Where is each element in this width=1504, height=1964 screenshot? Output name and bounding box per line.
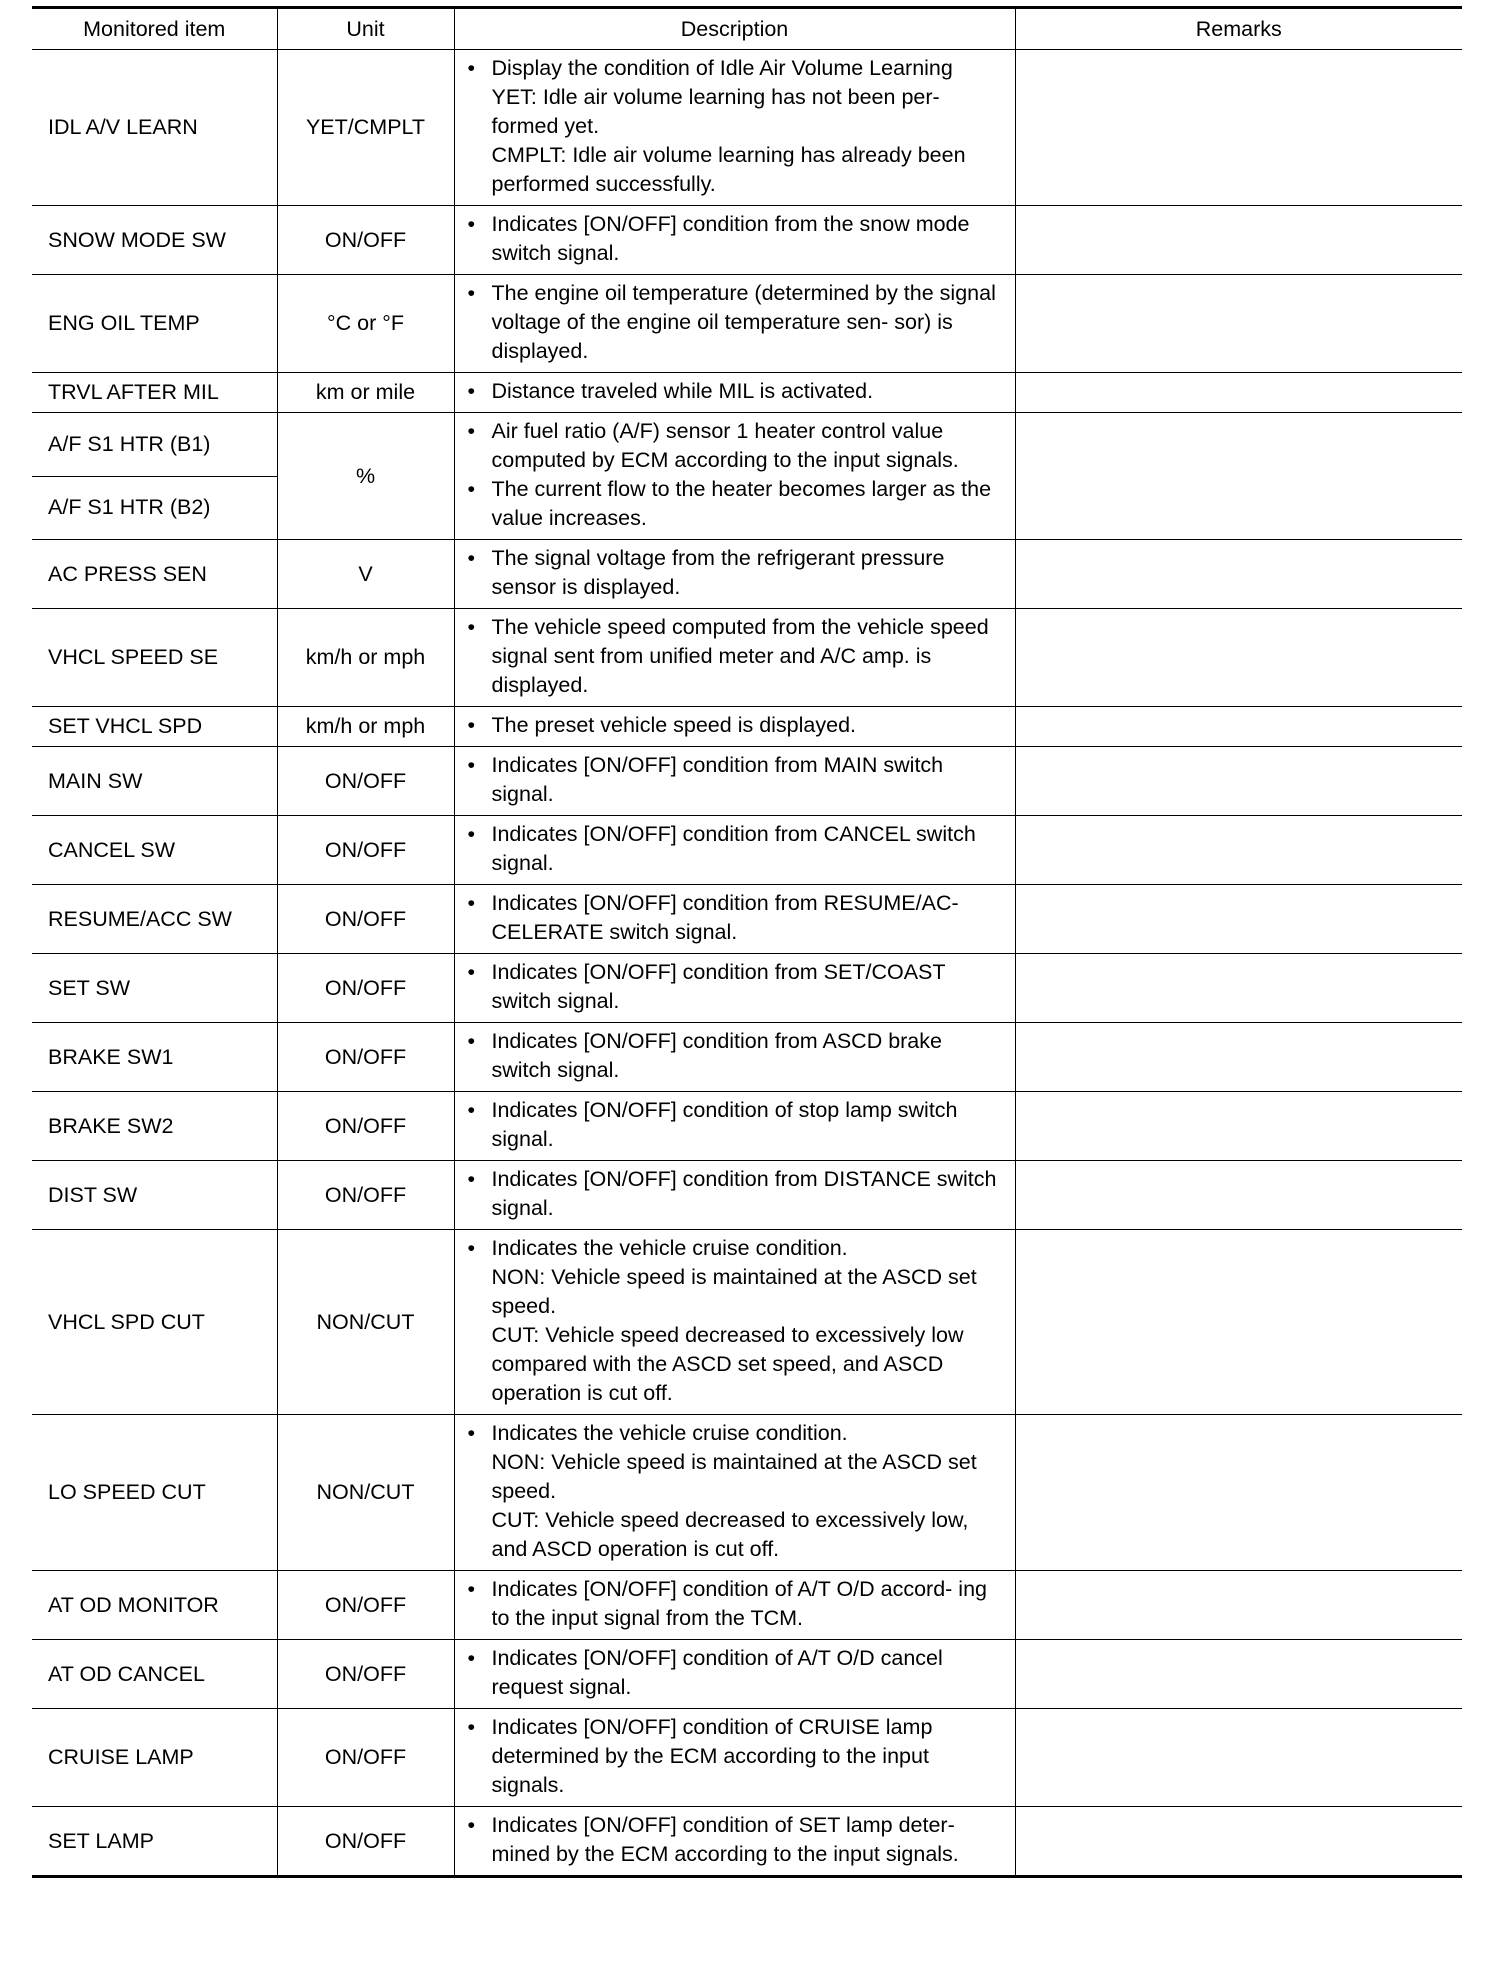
table-row bbox=[32, 954, 1462, 1023]
bullet-text: Indicates [ON/OFF] condition from ASCD brake switch signal. bbox=[491, 1029, 942, 1082]
bullet-text: Display the condition of Idle Air Volume Learning bbox=[491, 56, 953, 80]
remarks-cell bbox=[1015, 1807, 1462, 1877]
bullet-text: The engine oil temperature (determined by the signal voltage of the engine oil temperature sen- sor) is displayed. bbox=[491, 281, 996, 363]
status-note: CUT: Vehicle speed decreased to excessively low compared with the ASCD set speed, and ASCD operation is cut off. bbox=[491, 1323, 964, 1405]
header-description: Description bbox=[454, 8, 1015, 50]
unit-cell: NON/CUT bbox=[277, 1415, 454, 1571]
header-row bbox=[32, 8, 1462, 50]
bullet-icon: • bbox=[467, 1029, 476, 1053]
monitored-item-cell: MAIN SW bbox=[32, 747, 277, 816]
table-row bbox=[32, 1230, 1462, 1415]
header-unit: Unit bbox=[277, 8, 454, 50]
remarks-cell bbox=[1015, 707, 1462, 747]
remarks-cell bbox=[1015, 50, 1462, 206]
table-row bbox=[32, 1023, 1462, 1092]
unit-cell: ON/OFF bbox=[277, 1571, 454, 1640]
bullet-text: The signal voltage from the refrigerant pressure sensor is displayed. bbox=[491, 546, 945, 599]
bullet-item bbox=[468, 54, 1007, 83]
unit-cell: ON/OFF bbox=[277, 816, 454, 885]
remarks-cell bbox=[1015, 1230, 1462, 1415]
bullet-item bbox=[468, 279, 1007, 366]
bullet-item bbox=[468, 1027, 1007, 1085]
unit-cell: ON/OFF bbox=[277, 1092, 454, 1161]
remarks-cell bbox=[1015, 1709, 1462, 1807]
table-row bbox=[32, 707, 1462, 747]
monitored-item-cell: BRAKE SW2 bbox=[32, 1092, 277, 1161]
description-cell bbox=[454, 1230, 1015, 1415]
bullet-icon: • bbox=[467, 56, 476, 80]
table-row bbox=[32, 1415, 1462, 1571]
bullet-text: Indicates [ON/OFF] condition from CANCEL switch signal. bbox=[491, 822, 976, 875]
bullet-text: Indicates [ON/OFF] condition of A/T O/D cancel request signal. bbox=[491, 1646, 943, 1699]
bullet-icon: • bbox=[467, 281, 476, 305]
description-cell bbox=[454, 1640, 1015, 1709]
remarks-cell bbox=[1015, 747, 1462, 816]
remarks-cell bbox=[1015, 954, 1462, 1023]
bullet-icon: • bbox=[467, 1577, 476, 1601]
table-row bbox=[32, 816, 1462, 885]
remarks-cell bbox=[1015, 540, 1462, 609]
monitored-item-cell: SET VHCL SPD bbox=[32, 707, 277, 747]
bullet-text: Indicates [ON/OFF] condition from MAIN switch signal. bbox=[491, 753, 944, 806]
unit-cell: ON/OFF bbox=[277, 1709, 454, 1807]
bullet-text: The vehicle speed computed from the vehicle speed signal sent from unified meter and A/C amp. is displayed. bbox=[491, 615, 989, 697]
monitored-item-cell: AT OD CANCEL bbox=[32, 1640, 277, 1709]
monitored-item-cell: LO SPEED CUT bbox=[32, 1415, 277, 1571]
bullet-text: The preset vehicle speed is displayed. bbox=[491, 713, 857, 737]
table-row bbox=[32, 747, 1462, 816]
unit-cell: °C or °F bbox=[277, 275, 454, 373]
table-row bbox=[32, 540, 1462, 609]
bullet-icon: • bbox=[467, 477, 476, 501]
description-cell bbox=[454, 1415, 1015, 1571]
monitored-item-cell: DIST SW bbox=[32, 1161, 277, 1230]
bullet-item bbox=[468, 613, 1007, 700]
bullet-text: Indicates [ON/OFF] condition of stop lamp switch signal. bbox=[491, 1098, 958, 1151]
bullet-icon: • bbox=[467, 960, 476, 984]
description-cell bbox=[454, 50, 1015, 206]
table-row bbox=[32, 50, 1462, 206]
bullet-item bbox=[468, 1419, 1007, 1448]
bullet-text: Indicates [ON/OFF] condition from SET/COAST switch signal. bbox=[491, 960, 946, 1013]
bullet-text: Indicates the vehicle cruise condition. bbox=[491, 1236, 848, 1260]
unit-cell: V bbox=[277, 540, 454, 609]
bullet-item bbox=[468, 1575, 1007, 1633]
bullet-text: The current flow to the heater becomes larger as the value increases. bbox=[491, 477, 992, 530]
bullet-icon: • bbox=[467, 1715, 476, 1739]
description-cell bbox=[454, 1709, 1015, 1807]
remarks-cell bbox=[1015, 1092, 1462, 1161]
bullet-item bbox=[468, 751, 1007, 809]
header-monitored-item: Monitored item bbox=[32, 8, 277, 50]
description-cell bbox=[454, 816, 1015, 885]
description-cell bbox=[454, 413, 1015, 540]
remarks-cell bbox=[1015, 1161, 1462, 1230]
monitored-item-cell: SET LAMP bbox=[32, 1807, 277, 1877]
table-row bbox=[32, 373, 1462, 413]
description-cell bbox=[454, 1571, 1015, 1640]
bullet-text: Indicates [ON/OFF] condition from the snow mode switch signal. bbox=[491, 212, 970, 265]
remarks-cell bbox=[1015, 1415, 1462, 1571]
unit-cell: ON/OFF bbox=[277, 1640, 454, 1709]
table-row bbox=[32, 1161, 1462, 1230]
monitored-item-cell: CRUISE LAMP bbox=[32, 1709, 277, 1807]
bullet-icon: • bbox=[467, 1421, 476, 1445]
remarks-cell bbox=[1015, 1023, 1462, 1092]
remarks-cell bbox=[1015, 885, 1462, 954]
description-cell bbox=[454, 1161, 1015, 1230]
unit-cell: % bbox=[277, 413, 454, 540]
monitored-item-cell: AT OD MONITOR bbox=[32, 1571, 277, 1640]
table-row bbox=[32, 206, 1462, 275]
bullet-icon: • bbox=[467, 419, 476, 443]
bullet-text: Distance traveled while MIL is activated. bbox=[491, 379, 874, 403]
monitored-item-cell: BRAKE SW1 bbox=[32, 1023, 277, 1092]
remarks-cell bbox=[1015, 1640, 1462, 1709]
remarks-cell bbox=[1015, 275, 1462, 373]
bullet-item bbox=[468, 417, 1007, 475]
unit-cell: ON/OFF bbox=[277, 206, 454, 275]
monitored-item-cell: VHCL SPEED SE bbox=[32, 609, 277, 707]
table-row bbox=[32, 1709, 1462, 1807]
remarks-cell bbox=[1015, 816, 1462, 885]
unit-cell: ON/OFF bbox=[277, 1023, 454, 1092]
status-note: CMPLT: Idle air volume learning has already been performed successfully. bbox=[491, 143, 966, 196]
description-cell bbox=[454, 540, 1015, 609]
description-cell bbox=[454, 954, 1015, 1023]
bullet-item bbox=[468, 889, 1007, 947]
unit-cell: km or mile bbox=[277, 373, 454, 413]
description-cell bbox=[454, 1092, 1015, 1161]
bullet-item bbox=[468, 1713, 1007, 1800]
description-cell bbox=[454, 747, 1015, 816]
bullet-icon: • bbox=[467, 1167, 476, 1191]
bullet-icon: • bbox=[467, 713, 476, 737]
bullet-item bbox=[468, 1234, 1007, 1263]
bullet-text: Indicates [ON/OFF] condition of CRUISE lamp determined by the ECM according to the input signals. bbox=[491, 1715, 933, 1797]
unit-cell: ON/OFF bbox=[277, 954, 454, 1023]
monitored-item-cell: A/F S1 HTR (B1) bbox=[32, 413, 277, 477]
bullet-text: Indicates [ON/OFF] condition from DISTANCE switch signal. bbox=[491, 1167, 997, 1220]
bullet-icon: • bbox=[467, 615, 476, 639]
bullet-item bbox=[468, 1811, 1007, 1869]
bullet-item bbox=[468, 377, 1007, 406]
description-cell bbox=[454, 1023, 1015, 1092]
bullet-icon: • bbox=[467, 891, 476, 915]
bullet-item bbox=[468, 820, 1007, 878]
description-cell bbox=[454, 1807, 1015, 1877]
remarks-cell bbox=[1015, 373, 1462, 413]
remarks-cell bbox=[1015, 1571, 1462, 1640]
table-row bbox=[32, 413, 1462, 477]
description-cell bbox=[454, 885, 1015, 954]
description-cell bbox=[454, 609, 1015, 707]
monitor-table bbox=[32, 6, 1462, 1878]
monitored-item-cell: RESUME/ACC SW bbox=[32, 885, 277, 954]
monitored-item-cell: IDL A/V LEARN bbox=[32, 50, 277, 206]
description-cell bbox=[454, 707, 1015, 747]
table-row bbox=[32, 1092, 1462, 1161]
table-row bbox=[32, 609, 1462, 707]
status-note: CUT: Vehicle speed decreased to excessively low, and ASCD operation is cut off. bbox=[491, 1508, 969, 1561]
unit-cell: ON/OFF bbox=[277, 1807, 454, 1877]
unit-cell: ON/OFF bbox=[277, 885, 454, 954]
bullet-icon: • bbox=[467, 212, 476, 236]
bullet-icon: • bbox=[467, 379, 476, 403]
status-note: NON: Vehicle speed is maintained at the ASCD set speed. bbox=[491, 1265, 977, 1318]
monitored-item-cell: SET SW bbox=[32, 954, 277, 1023]
bullet-icon: • bbox=[467, 1236, 476, 1260]
table-row bbox=[32, 275, 1462, 373]
bullet-item bbox=[468, 475, 1007, 533]
description-cell bbox=[454, 275, 1015, 373]
status-note: NON: Vehicle speed is maintained at the ASCD set speed. bbox=[491, 1450, 977, 1503]
monitored-item-cell: CANCEL SW bbox=[32, 816, 277, 885]
bullet-item bbox=[468, 210, 1007, 268]
bullet-text: Indicates [ON/OFF] condition of A/T O/D accord- ing to the input signal from the TCM. bbox=[491, 1577, 987, 1630]
bullet-icon: • bbox=[467, 753, 476, 777]
bullet-icon: • bbox=[467, 1098, 476, 1122]
monitored-item-cell: TRVL AFTER MIL bbox=[32, 373, 277, 413]
bullet-icon: • bbox=[467, 822, 476, 846]
table-row bbox=[32, 1571, 1462, 1640]
bullet-item bbox=[468, 544, 1007, 602]
remarks-cell bbox=[1015, 413, 1462, 540]
bullet-icon: • bbox=[467, 546, 476, 570]
unit-cell: YET/CMPLT bbox=[277, 50, 454, 206]
table-row bbox=[32, 1640, 1462, 1709]
header-remarks: Remarks bbox=[1015, 8, 1462, 50]
status-note: YET: Idle air volume learning has not been per- formed yet. bbox=[491, 85, 940, 138]
monitored-item-cell: A/F S1 HTR (B2) bbox=[32, 476, 277, 540]
unit-cell: km/h or mph bbox=[277, 609, 454, 707]
description-cell bbox=[454, 373, 1015, 413]
bullet-icon: • bbox=[467, 1813, 476, 1837]
unit-cell: ON/OFF bbox=[277, 1161, 454, 1230]
monitored-item-cell: AC PRESS SEN bbox=[32, 540, 277, 609]
bullet-item bbox=[468, 1644, 1007, 1702]
monitored-item-cell: ENG OIL TEMP bbox=[32, 275, 277, 373]
bullet-item bbox=[468, 1096, 1007, 1154]
table-row bbox=[32, 1807, 1462, 1877]
monitored-item-cell: VHCL SPD CUT bbox=[32, 1230, 277, 1415]
bullet-text: Indicates the vehicle cruise condition. bbox=[491, 1421, 848, 1445]
table-row bbox=[32, 885, 1462, 954]
unit-cell: NON/CUT bbox=[277, 1230, 454, 1415]
bullet-item bbox=[468, 1165, 1007, 1223]
unit-cell: km/h or mph bbox=[277, 707, 454, 747]
bullet-text: Indicates [ON/OFF] condition of SET lamp deter- mined by the ECM according to the input signals. bbox=[491, 1813, 959, 1866]
remarks-cell bbox=[1015, 609, 1462, 707]
bullet-item bbox=[468, 958, 1007, 1016]
bullet-text: Air fuel ratio (A/F) sensor 1 heater control value computed by ECM according to the input signals. bbox=[491, 419, 959, 472]
description-cell bbox=[454, 206, 1015, 275]
unit-cell: ON/OFF bbox=[277, 747, 454, 816]
remarks-cell bbox=[1015, 206, 1462, 275]
monitored-item-cell: SNOW MODE SW bbox=[32, 206, 277, 275]
bullet-text: Indicates [ON/OFF] condition from RESUME/AC- CELERATE switch signal. bbox=[491, 891, 959, 944]
bullet-icon: • bbox=[467, 1646, 476, 1670]
bullet-item bbox=[468, 711, 1007, 740]
